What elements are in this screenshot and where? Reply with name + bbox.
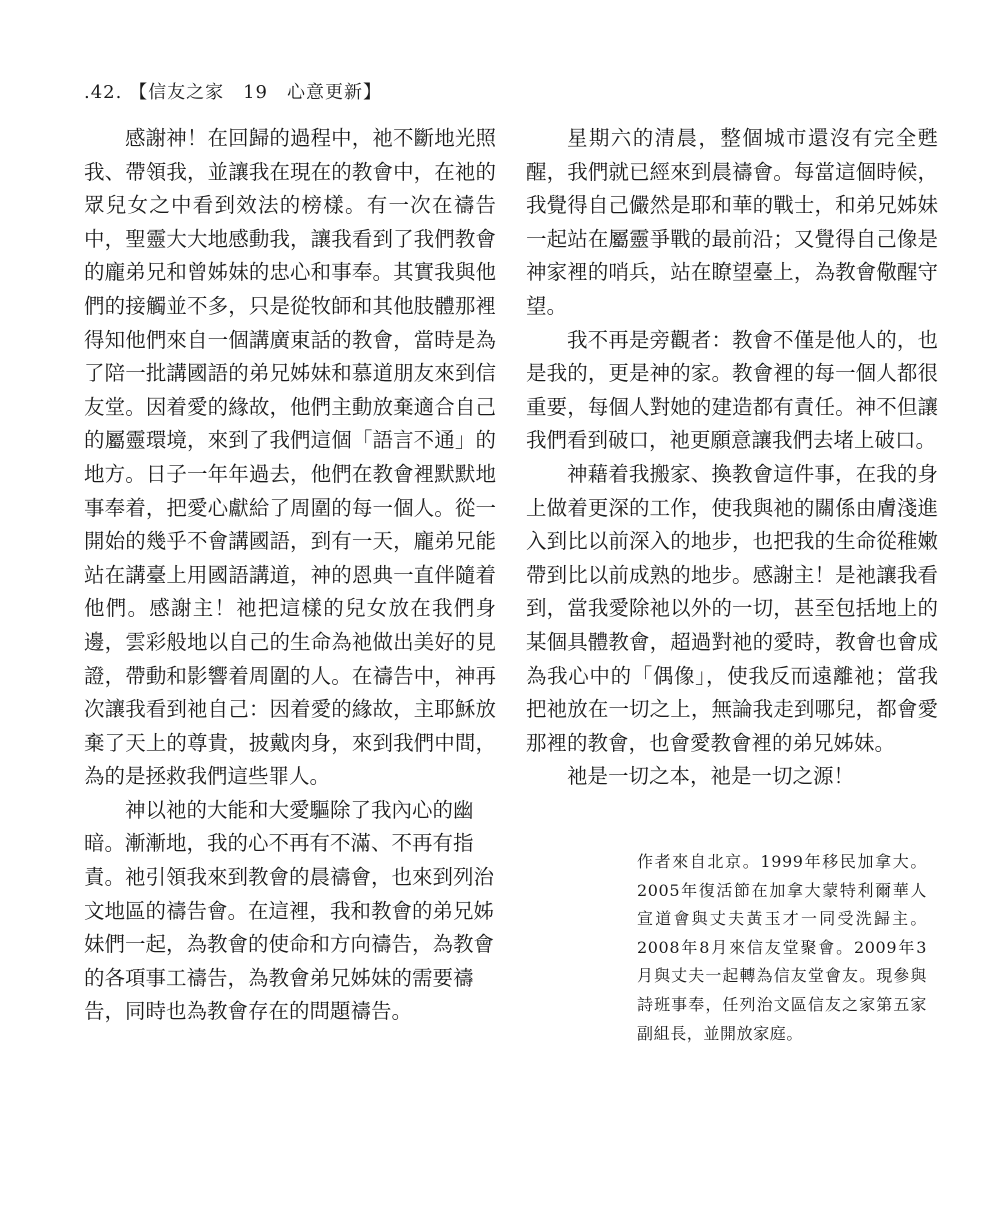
article-closing-line: 祂是一切之本，祂是一切之源！ xyxy=(567,764,854,789)
article-paragraph: 我不再是旁觀者：教會不僅是他人的，也是我的，更是神的家。教會裡的每一個人都很重要，每個人對她的建造都有責任。神不但讓我們看到破口，祂更願意讓我們去堵上破口。 xyxy=(526,327,938,453)
author-bio: 作者來自北京。1999年移民加拿大。2005年復活節在加拿大蒙特利爾華人宣道會與丈夫黃玉才一同受洗歸主。2008年8月來信友堂聚會。2009年3月與丈夫一起轉為信友堂會友。現參與詩班事奉，任列治文區信友之家第五家副組長，並開放家庭。 xyxy=(637,852,927,1043)
page-header xyxy=(84,78,382,104)
section-title: 【信友之家 19 心意更新】 xyxy=(129,82,382,103)
article-paragraph: 神藉着我搬家、換教會這件事，在我的身上做着更深的工作，使我與祂的關係由膚淺進入到比以前深入的地步，也把我的生命從稚嫩帶到比以前成熟的地步。感謝主！是祂讓我看到，當我愛除祂以外的一切，甚至包括地上的某個具體教會，超過對祂的愛時，教會也會成為我心中的「偶像」，使我反而遠離祂；當我把祂放在一切之上，無論我走到哪兒，都會愛那裡的教會，也會愛教會裡的弟兄姊妹。 xyxy=(526,461,938,755)
article-paragraph: 神以祂的大能和大愛驅除了我內心的幽暗。漸漸地，我的心不再有不滿、不再有指責。祂引領我來到教會的晨禱會，也來到列治文地區的禱告會。在這裡，我和教會的弟兄姊妹們一起，為教會的使命和方向禱告，為教會的各項事工禱告，為教會弟兄姊妹的需要禱告，同時也為教會存在的問題禱告。 xyxy=(84,797,494,1024)
page-number: .42. xyxy=(84,82,123,103)
article-paragraph: 星期六的清晨，整個城市還沒有完全甦醒，我們就已經來到晨禱會。每當這個時候，我覺得自己儼然是耶和華的戰士，和弟兄姊妹一起站在屬靈爭戰的最前沿；又覺得自己像是神家裡的哨兵，站在瞭望臺上，為教會儆醒守望。 xyxy=(526,126,938,318)
article-left-column xyxy=(84,122,496,1029)
article-right-column xyxy=(526,122,938,794)
article-paragraph: 感謝神！在回歸的過程中，祂不斷地光照我、帶領我，並讓我在現在的教會中，在祂的眾兒女之中看到效法的榜樣。有一次在禱告中，聖靈大大地感動我，讓我看到了我們教會的龐弟兄和曾姊妹的忠心和事奉。其實我與他們的接觸並不多，只是從牧師和其他肢體那裡得知他們來自一個講廣東話的教會，當時是為了陪一批講國語的弟兄姊妹和慕道朋友來到信友堂。因着愛的緣故，他們主動放棄適合自己的屬靈環境，來到了我們這個「語言不通」的地方。日子一年年過去，他們在教會裡默默地事奉着，把愛心獻給了周圍的每一個人。從一開始的幾乎不會講國語，到有一天，龐弟兄能站在講臺上用國語講道，神的恩典一直伴隨着他們。感謝主！祂把這樣的兒女放在我們身邊，雲彩般地以自己的生命為祂做出美好的見證，帶動和影響着周圍的人。在禱告中，神再次讓我看到祂自己：因着愛的緣故，主耶穌放棄了天上的尊貴，披戴肉身，來到我們中間，為的是拯救我們這些罪人。 xyxy=(84,126,496,789)
